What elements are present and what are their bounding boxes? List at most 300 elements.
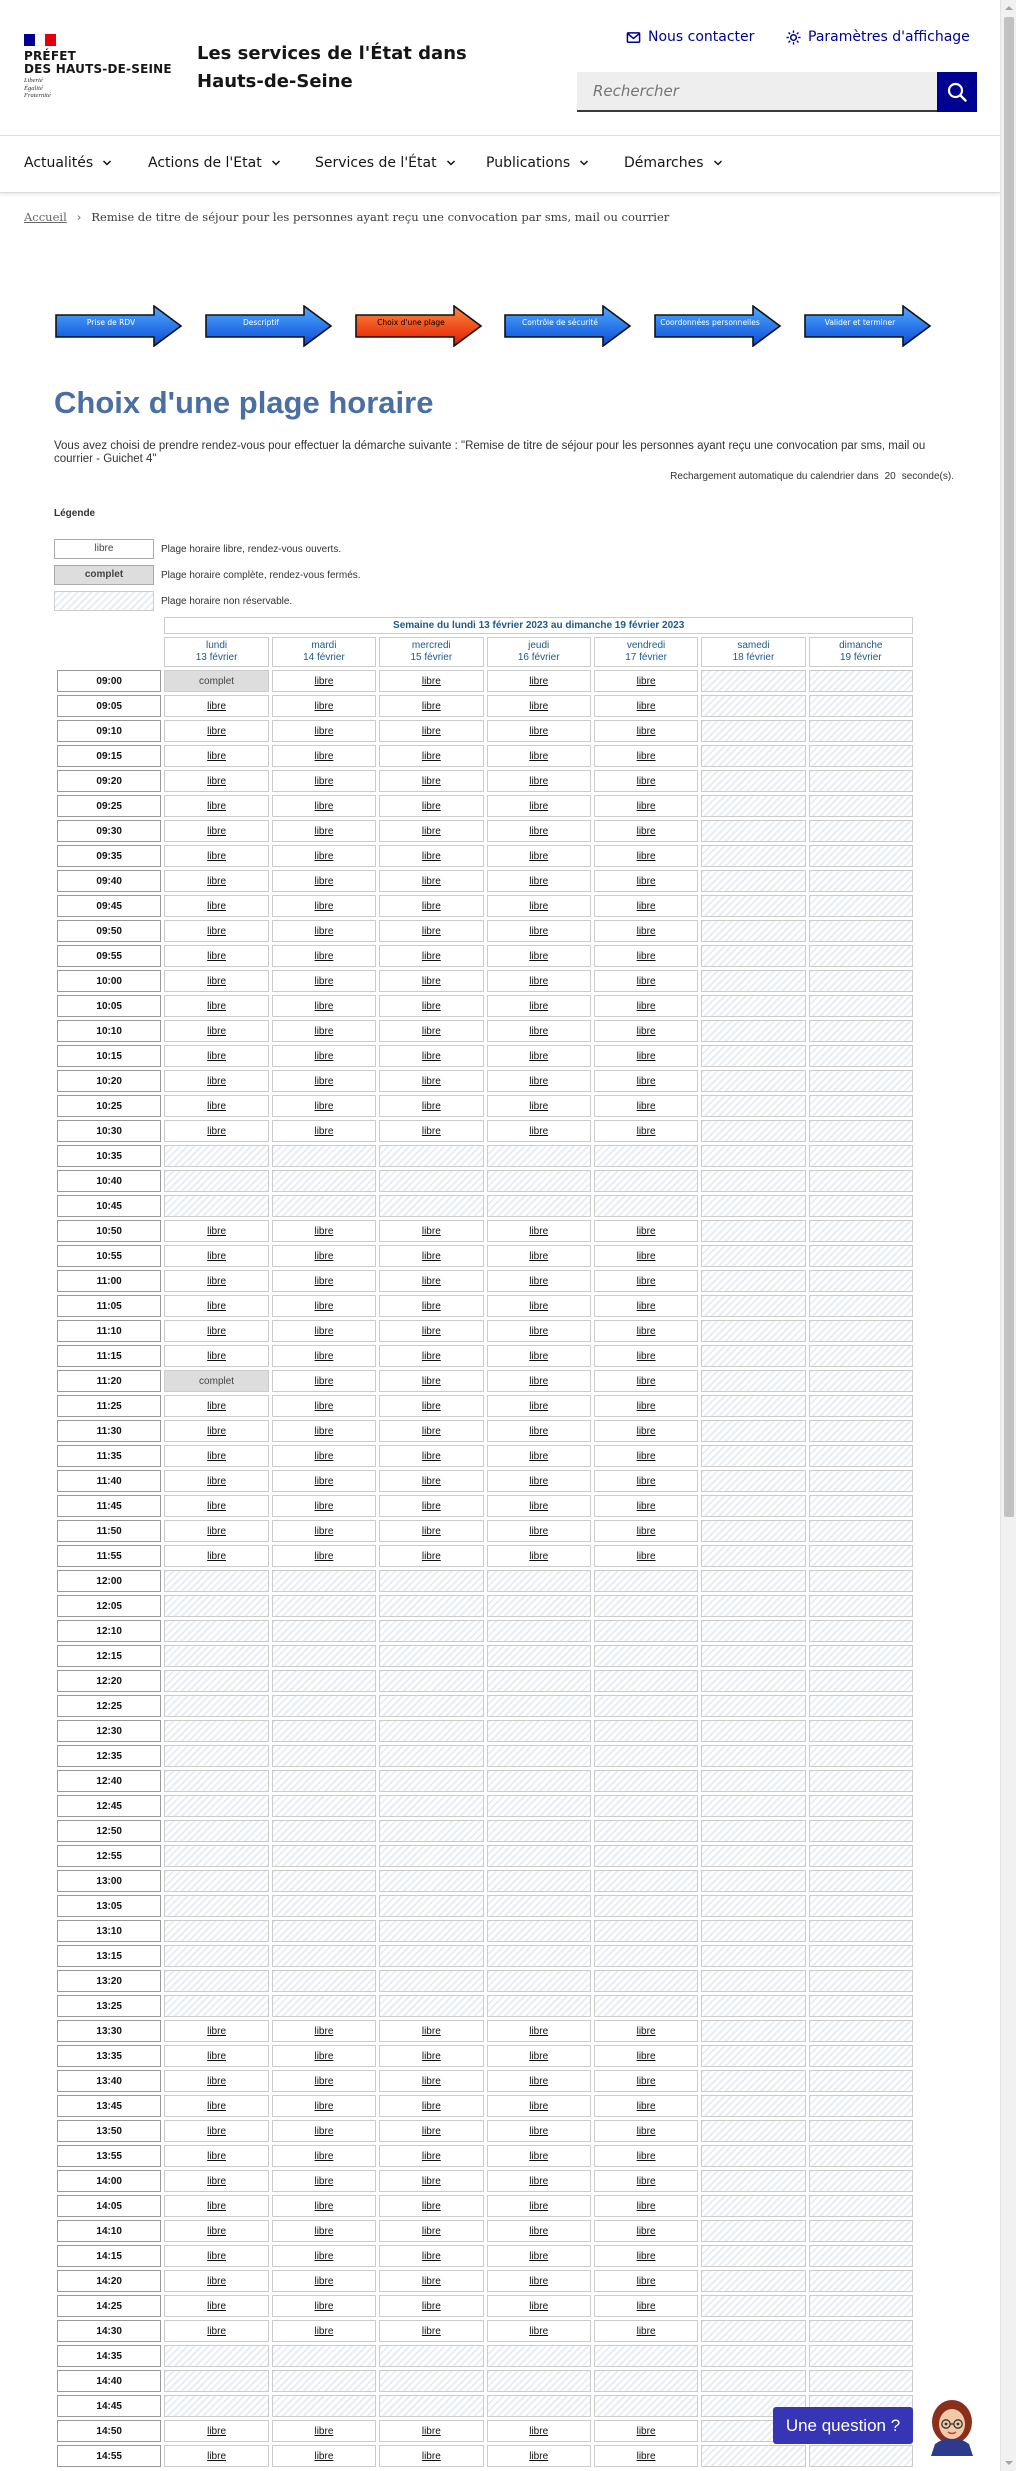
slot-libre[interactable] [379,2195,483,2217]
slot-libre[interactable] [594,2095,698,2117]
slot-libre-link[interactable]: libre [636,725,656,737]
slot-libre[interactable] [379,1470,483,1492]
slot-libre-link[interactable]: libre [207,825,227,837]
slot-libre-link[interactable]: libre [529,975,549,987]
slot-libre[interactable] [594,770,698,792]
slot-libre[interactable] [164,870,268,892]
slot-libre-link[interactable]: libre [636,1550,656,1562]
slot-libre-link[interactable]: libre [636,825,656,837]
slot-libre-link[interactable]: libre [421,2200,441,2212]
slot-libre-link[interactable]: libre [314,875,334,887]
slot-libre[interactable] [272,745,376,767]
slot-libre-link[interactable]: libre [529,1350,549,1362]
slot-libre[interactable] [164,1445,268,1467]
slot-libre[interactable] [164,2120,268,2142]
slot-libre[interactable] [379,1545,483,1567]
slot-libre-link[interactable]: libre [636,975,656,987]
slot-libre[interactable] [487,1445,591,1467]
slot-libre[interactable] [487,2295,591,2317]
slot-libre[interactable] [379,2020,483,2042]
slot-libre[interactable] [272,795,376,817]
slot-libre-link[interactable]: libre [636,1050,656,1062]
slot-libre-link[interactable]: libre [421,2250,441,2262]
slot-libre[interactable] [164,820,268,842]
slot-libre[interactable] [164,1395,268,1417]
slot-libre-link[interactable]: libre [421,850,441,862]
slot-libre-link[interactable]: libre [636,2025,656,2037]
slot-libre-link[interactable]: libre [636,2300,656,2312]
slot-libre-link[interactable]: libre [636,2150,656,2162]
slot-libre[interactable] [487,920,591,942]
slot-libre-link[interactable]: libre [529,775,549,787]
slot-libre[interactable] [594,870,698,892]
scroll-up-arrow-icon[interactable] [1001,0,1016,16]
slot-libre-link[interactable]: libre [529,875,549,887]
slot-libre[interactable] [379,895,483,917]
slot-libre[interactable] [164,1220,268,1242]
slot-libre-link[interactable]: libre [207,1350,227,1362]
slot-libre-link[interactable]: libre [636,2450,656,2462]
slot-libre[interactable] [272,2170,376,2192]
slot-libre-link[interactable]: libre [529,1425,549,1437]
slot-libre[interactable] [164,1520,268,1542]
slot-libre[interactable] [594,1045,698,1067]
slot-libre-link[interactable]: libre [636,2425,656,2437]
slot-libre[interactable] [487,2045,591,2067]
slot-libre[interactable] [487,2245,591,2267]
slot-libre[interactable] [272,1470,376,1492]
slot-libre[interactable] [487,2195,591,2217]
slot-libre[interactable] [272,845,376,867]
slot-libre-link[interactable]: libre [207,2275,227,2287]
slot-libre[interactable] [594,920,698,942]
slot-libre[interactable] [487,1020,591,1042]
slot-libre-link[interactable]: libre [636,2125,656,2137]
slot-libre[interactable] [379,1045,483,1067]
slot-libre[interactable] [379,1220,483,1242]
slot-libre-link[interactable]: libre [207,875,227,887]
slot-libre[interactable] [272,2295,376,2317]
slot-libre-link[interactable]: libre [421,2125,441,2137]
slot-libre-link[interactable]: libre [207,850,227,862]
slot-libre-link[interactable]: libre [636,1325,656,1337]
slot-libre-link[interactable]: libre [636,1025,656,1037]
slot-libre[interactable] [272,2420,376,2442]
slot-libre[interactable] [164,2195,268,2217]
slot-libre[interactable] [487,845,591,867]
slot-libre-link[interactable]: libre [314,2025,334,2037]
slot-libre-link[interactable]: libre [529,2275,549,2287]
slot-libre[interactable] [594,1395,698,1417]
slot-libre[interactable] [379,2120,483,2142]
slot-libre[interactable] [379,870,483,892]
slot-libre[interactable] [164,2295,268,2317]
slot-libre[interactable] [272,2095,376,2117]
slot-libre-link[interactable]: libre [636,1350,656,1362]
slot-libre[interactable] [487,2170,591,2192]
slot-libre-link[interactable]: libre [314,1300,334,1312]
slot-libre[interactable] [272,2070,376,2092]
slot-libre-link[interactable]: libre [314,750,334,762]
slot-libre-link[interactable]: libre [314,1525,334,1537]
slot-libre-link[interactable]: libre [314,2150,334,2162]
slot-libre-link[interactable]: libre [314,725,334,737]
slot-libre-link[interactable]: libre [529,825,549,837]
slot-libre[interactable] [164,970,268,992]
slot-libre-link[interactable]: libre [636,1125,656,1137]
slot-libre-link[interactable]: libre [207,2150,227,2162]
slot-libre-link[interactable]: libre [636,675,656,687]
slot-libre-link[interactable]: libre [636,1425,656,1437]
slot-libre-link[interactable]: libre [529,1300,549,1312]
slot-libre[interactable] [487,1220,591,1242]
slot-libre-link[interactable]: libre [529,1500,549,1512]
slot-libre[interactable] [164,2020,268,2042]
slot-libre[interactable] [487,1370,591,1392]
slot-libre[interactable] [594,1495,698,1517]
slot-libre-link[interactable]: libre [421,975,441,987]
slot-libre[interactable] [164,1420,268,1442]
slot-libre-link[interactable]: libre [421,2225,441,2237]
slot-libre-link[interactable]: libre [636,1225,656,1237]
slot-libre[interactable] [272,2445,376,2467]
slot-libre-link[interactable]: libre [314,675,334,687]
slot-libre[interactable] [487,1095,591,1117]
chat-question-button[interactable]: Une question ? [773,2407,913,2444]
slot-libre-link[interactable]: libre [207,1125,227,1137]
slot-libre-link[interactable]: libre [421,1525,441,1537]
slot-libre-link[interactable]: libre [314,1225,334,1237]
slot-libre-link[interactable]: libre [207,2425,227,2437]
slot-libre[interactable] [164,745,268,767]
slot-libre[interactable] [272,1245,376,1267]
slot-libre-link[interactable]: libre [207,2200,227,2212]
slot-libre[interactable] [487,1345,591,1367]
slot-libre-link[interactable]: libre [314,2075,334,2087]
slot-libre[interactable] [487,1245,591,1267]
slot-libre[interactable] [164,2320,268,2342]
slot-libre-link[interactable]: libre [314,1050,334,1062]
slot-libre[interactable] [164,1545,268,1567]
slot-libre-link[interactable]: libre [636,1250,656,1262]
slot-libre[interactable] [594,2220,698,2242]
slot-libre-link[interactable]: libre [529,1050,549,1062]
slot-libre-link[interactable]: libre [207,1250,227,1262]
slot-libre[interactable] [379,1445,483,1467]
slot-libre-link[interactable]: libre [421,1225,441,1237]
slot-libre[interactable] [379,2320,483,2342]
slot-libre[interactable] [379,745,483,767]
slot-libre[interactable] [487,1470,591,1492]
slot-libre-link[interactable]: libre [207,900,227,912]
slot-libre-link[interactable]: libre [529,2050,549,2062]
slot-libre[interactable] [379,945,483,967]
slot-libre-link[interactable]: libre [529,2425,549,2437]
slot-libre-link[interactable]: libre [421,2425,441,2437]
slot-libre[interactable] [272,720,376,742]
slot-libre[interactable] [594,2170,698,2192]
slot-libre-link[interactable]: libre [421,2050,441,2062]
slot-libre[interactable] [164,770,268,792]
brand-name[interactable] [24,50,172,76]
slot-libre[interactable] [594,1220,698,1242]
slot-libre[interactable] [164,1020,268,1042]
slot-libre-link[interactable]: libre [421,1300,441,1312]
slot-libre[interactable] [379,1245,483,1267]
slot-libre-link[interactable]: libre [207,2300,227,2312]
slot-libre-link[interactable]: libre [421,700,441,712]
search-input[interactable] [577,72,937,112]
nav-item-actions-etat[interactable] [148,155,281,171]
slot-libre-link[interactable]: libre [421,1475,441,1487]
slot-libre[interactable] [272,2245,376,2267]
slot-libre-link[interactable]: libre [314,1025,334,1037]
slot-libre[interactable] [487,2320,591,2342]
slot-libre[interactable] [272,1295,376,1317]
slot-libre-link[interactable]: libre [529,1125,549,1137]
slot-libre-link[interactable]: libre [314,1375,334,1387]
slot-libre[interactable] [379,2170,483,2192]
slot-libre[interactable] [594,1270,698,1292]
slot-libre-link[interactable]: libre [529,1275,549,1287]
slot-libre[interactable] [594,1370,698,1392]
slot-libre-link[interactable]: libre [207,2025,227,2037]
slot-libre-link[interactable]: libre [529,675,549,687]
slot-libre[interactable] [272,820,376,842]
slot-libre-link[interactable]: libre [529,1450,549,1462]
slot-libre[interactable] [379,2420,483,2442]
slot-libre[interactable] [594,1520,698,1542]
slot-libre[interactable] [594,1095,698,1117]
slot-libre[interactable] [379,2295,483,2317]
slot-libre-link[interactable]: libre [207,1025,227,1037]
slot-libre[interactable] [272,1395,376,1417]
slot-libre[interactable] [164,945,268,967]
slot-libre-link[interactable]: libre [421,900,441,912]
slot-libre[interactable] [164,695,268,717]
slot-libre[interactable] [272,945,376,967]
breadcrumb-home[interactable]: Accueil [24,210,67,224]
slot-libre[interactable] [379,1345,483,1367]
slot-libre-link[interactable]: libre [636,1100,656,1112]
slot-libre[interactable] [594,970,698,992]
slot-libre[interactable] [594,845,698,867]
slot-libre[interactable] [164,2245,268,2267]
slot-libre[interactable] [272,1045,376,1067]
slot-libre[interactable] [487,2420,591,2442]
slot-libre-link[interactable]: libre [314,1350,334,1362]
slot-libre-link[interactable]: libre [636,900,656,912]
slot-libre-link[interactable]: libre [636,1275,656,1287]
slot-libre-link[interactable]: libre [314,2200,334,2212]
slot-libre-link[interactable]: libre [207,1050,227,1062]
slot-libre-link[interactable]: libre [421,1425,441,1437]
slot-libre[interactable] [487,2120,591,2142]
slot-libre[interactable] [379,1320,483,1342]
slot-libre-link[interactable]: libre [421,2025,441,2037]
slot-libre-link[interactable]: libre [207,2250,227,2262]
slot-libre[interactable] [272,1270,376,1292]
slot-libre[interactable] [272,1020,376,1042]
slot-libre-link[interactable]: libre [207,2125,227,2137]
slot-libre[interactable] [379,1520,483,1542]
slot-libre-link[interactable]: libre [314,925,334,937]
slot-libre-link[interactable]: libre [636,1475,656,1487]
slot-libre[interactable] [164,995,268,1017]
slot-libre[interactable] [164,1320,268,1342]
slot-libre[interactable] [594,1120,698,1142]
slot-libre[interactable] [379,1395,483,1417]
slot-libre[interactable] [272,1320,376,1342]
slot-libre-link[interactable]: libre [636,700,656,712]
slot-libre-link[interactable]: libre [529,1400,549,1412]
slot-libre-link[interactable]: libre [636,2175,656,2187]
slot-libre[interactable] [272,1445,376,1467]
slot-libre[interactable] [594,1295,698,1317]
slot-libre[interactable] [272,2045,376,2067]
slot-libre[interactable] [164,2145,268,2167]
slot-libre-link[interactable]: libre [421,1275,441,1287]
slot-libre-link[interactable]: libre [421,1050,441,1062]
slot-libre-link[interactable]: libre [529,2225,549,2237]
slot-libre[interactable] [379,2245,483,2267]
slot-libre[interactable] [594,2145,698,2167]
slot-libre-link[interactable]: libre [529,1000,549,1012]
slot-libre-link[interactable]: libre [529,700,549,712]
slot-libre[interactable] [272,695,376,717]
slot-libre-link[interactable]: libre [421,750,441,762]
slot-libre-link[interactable]: libre [421,1550,441,1562]
slot-libre-link[interactable]: libre [529,925,549,937]
slot-libre[interactable] [594,1320,698,1342]
slot-libre[interactable] [487,1120,591,1142]
slot-libre-link[interactable]: libre [314,2250,334,2262]
slot-libre[interactable] [272,2020,376,2042]
slot-libre[interactable] [164,2220,268,2242]
slot-libre[interactable] [487,1395,591,1417]
slot-libre-link[interactable]: libre [314,800,334,812]
slot-libre-link[interactable]: libre [529,2150,549,2162]
slot-libre[interactable] [164,795,268,817]
slot-libre[interactable] [594,1545,698,1567]
slot-libre[interactable] [379,1295,483,1317]
slot-libre-link[interactable]: libre [529,850,549,862]
slot-libre[interactable] [164,845,268,867]
slot-libre-link[interactable]: libre [529,2250,549,2262]
slot-libre-link[interactable]: libre [421,925,441,937]
slot-libre[interactable] [379,2070,483,2092]
slot-libre-link[interactable]: libre [529,1025,549,1037]
nav-item-actualites[interactable] [24,155,112,171]
slot-libre[interactable] [379,670,483,692]
slot-libre-link[interactable]: libre [207,2225,227,2237]
slot-libre-link[interactable]: libre [207,1425,227,1437]
slot-libre[interactable] [379,1070,483,1092]
slot-libre[interactable] [594,2020,698,2042]
slot-libre-link[interactable]: libre [421,2075,441,2087]
slot-libre-link[interactable]: libre [636,1375,656,1387]
slot-libre[interactable] [272,2270,376,2292]
slot-libre-link[interactable]: libre [529,750,549,762]
slot-libre[interactable] [594,2045,698,2067]
slot-libre[interactable] [272,2195,376,2217]
slot-libre[interactable] [487,1295,591,1317]
slot-libre[interactable] [379,2220,483,2242]
slot-libre[interactable] [594,1420,698,1442]
slot-libre-link[interactable]: libre [207,1475,227,1487]
slot-libre-link[interactable]: libre [421,1000,441,1012]
slot-libre[interactable] [594,2420,698,2442]
slot-libre[interactable] [594,895,698,917]
slot-libre-link[interactable]: libre [207,2050,227,2062]
slot-libre-link[interactable]: libre [207,750,227,762]
slot-libre[interactable] [272,1120,376,1142]
slot-libre-link[interactable]: libre [314,950,334,962]
slot-libre-link[interactable]: libre [207,1100,227,1112]
slot-libre-link[interactable]: libre [636,1300,656,1312]
slot-libre[interactable] [379,720,483,742]
slot-libre-link[interactable]: libre [529,950,549,962]
slot-libre-link[interactable]: libre [529,1225,549,1237]
slot-libre-link[interactable]: libre [636,1450,656,1462]
slot-libre[interactable] [487,820,591,842]
slot-libre[interactable] [272,770,376,792]
slot-libre-link[interactable]: libre [529,1550,549,1562]
slot-libre-link[interactable]: libre [207,1275,227,1287]
slot-libre[interactable] [379,845,483,867]
slot-libre[interactable] [164,1045,268,1067]
slot-libre[interactable] [594,2295,698,2317]
slot-libre-link[interactable]: libre [207,2075,227,2087]
slot-libre-link[interactable]: libre [421,1325,441,1337]
slot-libre-link[interactable]: libre [314,1400,334,1412]
slot-libre-link[interactable]: libre [314,2175,334,2187]
slot-libre-link[interactable]: libre [529,2300,549,2312]
slot-libre[interactable] [379,1020,483,1042]
contact-link[interactable] [626,29,754,45]
slot-libre-link[interactable]: libre [314,2050,334,2062]
slot-libre-link[interactable]: libre [207,2325,227,2337]
slot-libre-link[interactable]: libre [207,1225,227,1237]
slot-libre[interactable] [594,1470,698,1492]
slot-libre-link[interactable]: libre [207,2450,227,2462]
slot-libre-link[interactable]: libre [421,1400,441,1412]
slot-libre-link[interactable]: libre [529,2075,549,2087]
slot-libre-link[interactable]: libre [529,2325,549,2337]
slot-libre-link[interactable]: libre [421,675,441,687]
slot-libre-link[interactable]: libre [636,875,656,887]
slot-libre[interactable] [487,720,591,742]
slot-libre[interactable] [487,2145,591,2167]
slot-libre[interactable] [487,945,591,967]
slot-libre-link[interactable]: libre [636,1075,656,1087]
slot-libre-link[interactable]: libre [314,2225,334,2237]
slot-libre-link[interactable]: libre [529,1375,549,1387]
slot-libre[interactable] [379,2270,483,2292]
nav-item-services-etat[interactable] [315,155,456,171]
slot-libre[interactable] [487,1520,591,1542]
slot-libre[interactable] [594,2070,698,2092]
slot-libre-link[interactable]: libre [421,875,441,887]
slot-libre[interactable] [379,2145,483,2167]
slot-libre-link[interactable]: libre [207,725,227,737]
slot-libre-link[interactable]: libre [207,1400,227,1412]
slot-libre-link[interactable]: libre [207,775,227,787]
slot-libre[interactable] [379,1420,483,1442]
slot-libre[interactable] [594,1070,698,1092]
slot-libre-link[interactable]: libre [314,2425,334,2437]
slot-libre[interactable] [487,1545,591,1567]
